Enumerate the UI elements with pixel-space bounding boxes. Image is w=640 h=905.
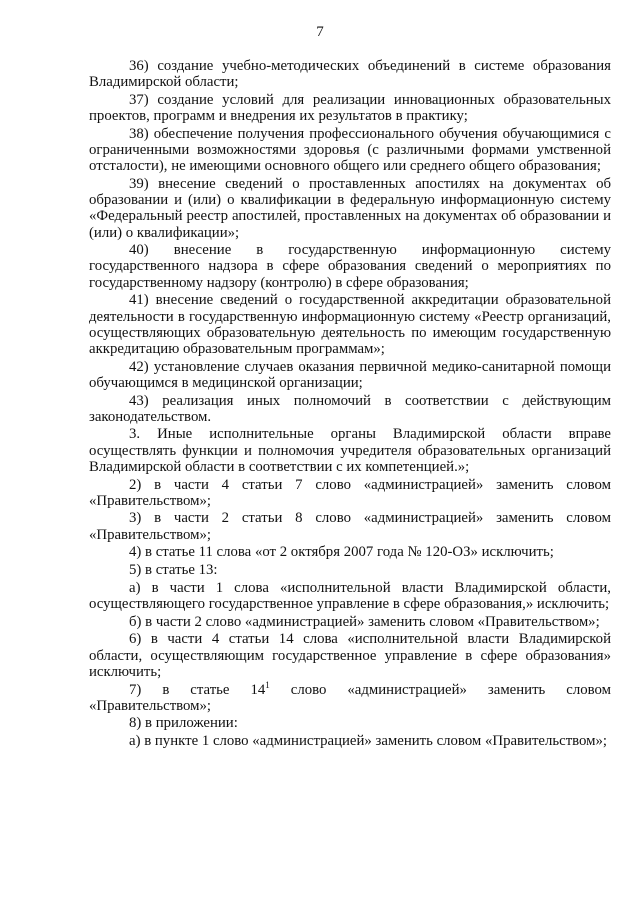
document-body [89, 58, 611, 749]
page-number: 7 [316, 24, 324, 40]
paragraph-item-38: 38) обеспечение получения профессионального обучения обучающимися с ограниченными возможностями здоровья (с различными формами умственной отсталости), не имеющими основного общего или среднего общего образования; [89, 125, 611, 175]
paragraph-part-3: 3. Иные исполнительные органы Владимирской области вправе осуществлять функции и полномочия учредителя образовательных организаций Владимирской области в соответствии с их компетенцией.»; [89, 426, 611, 475]
amendment-3: 3) в части 2 статьи 8 слово «администрацией» заменить словом «Правительством»; [89, 510, 611, 543]
paragraph-item-36: 36) создание учебно-методических объединений в системе образования Владимирской области; [89, 58, 611, 91]
amendment-7-start: 7) в статье 14 [129, 681, 266, 698]
paragraph-item-41: 41) внесение сведений о государственной аккредитации образовательной деятельности в государственную информационную систему «Реестр организаций, осуществляющих образовательную деятельность по имеющим государственную аккредитацию образовательным программам»; [89, 292, 611, 357]
amendment-7 [89, 679, 612, 714]
article-superscript: 1 [265, 679, 270, 690]
amendment-8: 8) в приложении: [129, 715, 238, 732]
amendment-8a: а) в пункте 1 слово «администрацией» заменить словом «Правительством»; [129, 733, 608, 750]
amendment-2: 2) в части 4 статьи 7 слово «администрацией» заменить словом «Правительством»; [89, 476, 611, 509]
amendment-4: 4) в статье 11 слова «от 2 октября 2007 года № 120-ОЗ» исключить; [129, 544, 554, 561]
amendment-5a: а) в части 1 слова «исполнительной власти Владимирской области, осуществляющего государственное управление в сфере образования,» исключить; [89, 579, 611, 612]
paragraph-item-42: 42) установление случаев оказания первичной медико-санитарной помощи обучающимся в медицинской организации; [89, 358, 611, 391]
paragraph-item-37: 37) создание условий для реализации инновационных образовательных проектов, программ и внедрения их результатов в практику; [89, 91, 611, 125]
amendment-5b: б) в части 2 слово «администрацией» заменить словом «Правительством»; [129, 613, 600, 630]
amendment-6: 6) в части 4 статьи 14 слова «исполнительной власти Владимирской области, осуществляющим государственное управление в сфере образования» исключить; [89, 631, 611, 680]
paragraph-item-40: 40) внесение в государственную информационную систему государственного надзора в сфере образования сведений о мероприятиях по государственному надзору (контролю) в сфере образования; [89, 242, 611, 291]
amendment-7-end: слово «администрацией» заменить словом «Правительством»; [89, 681, 612, 714]
paragraph-item-43: 43) реализация иных полномочий в соответствии с действующим законодательством. [89, 392, 611, 425]
amendment-5: 5) в статье 13: [129, 562, 218, 579]
paragraph-item-39: 39) внесение сведений о проставленных апостилях на документах об образовании и (или) о квалификации в федеральную информационную систему «Федеральный реестр апостилей, проставленных на документах об образовании и (или) о квалификации»; [89, 175, 611, 241]
